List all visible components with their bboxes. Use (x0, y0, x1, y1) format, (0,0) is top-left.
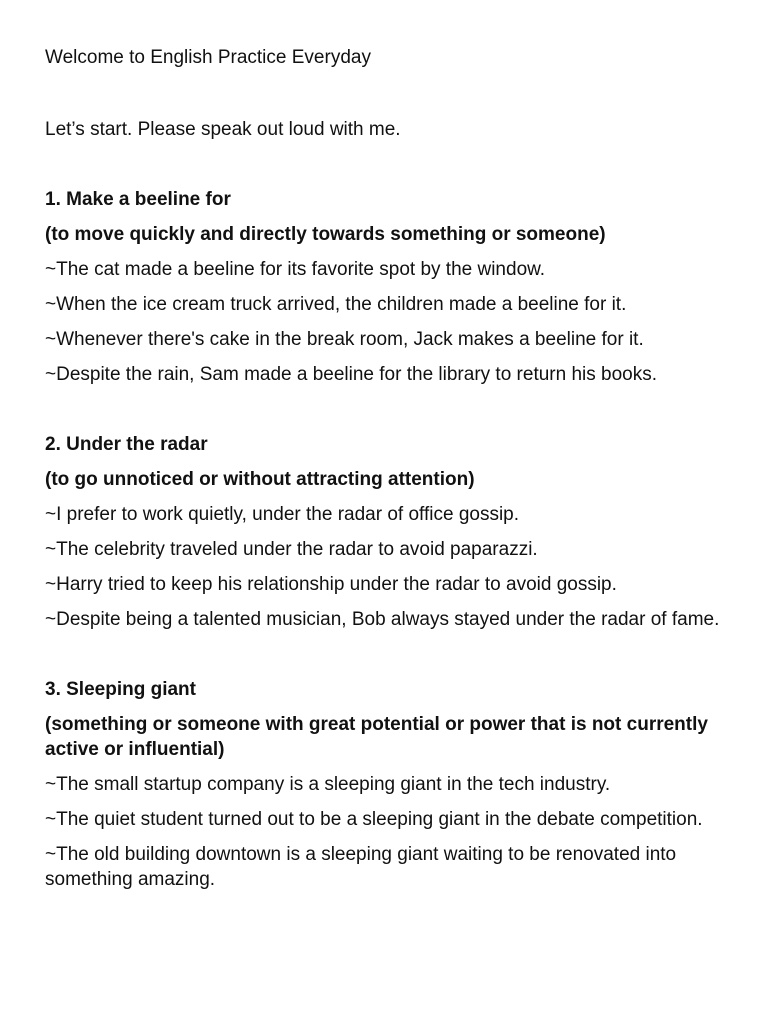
intro-text: Let’s start. Please speak out loud with me. (45, 119, 401, 140)
example-sentence: ~The small startup company is a sleeping giant in the tech industry. (45, 774, 611, 795)
idiom-heading: 3. Sleeping giant (45, 679, 196, 700)
example-sentence: ~Despite the rain, Sam made a beeline for the library to return his books. (45, 364, 658, 385)
idiom-section (45, 187, 728, 387)
example-list (45, 772, 728, 892)
example-sentence: ~Harry tried to keep his relationship under the radar to avoid gossip. (45, 574, 617, 595)
example-list (45, 257, 728, 387)
idiom-definition: (something or someone with great potential or power that is not currently active or influential) (45, 714, 708, 760)
idiom-section (45, 432, 728, 632)
example-sentence: ~The cat made a beeline for its favorite spot by the window. (45, 259, 546, 280)
example-sentence: ~The quiet student turned out to be a sleeping giant in the debate competition. (45, 809, 703, 830)
idiom-heading: 1. Make a beeline for (45, 189, 231, 210)
example-sentence: ~When the ice cream truck arrived, the children made a beeline for it. (45, 294, 627, 315)
example-sentence: ~The celebrity traveled under the radar to avoid paparazzi. (45, 539, 538, 560)
example-list (45, 502, 728, 632)
example-sentence: ~Whenever there's cake in the break room, Jack makes a beeline for it. (45, 329, 644, 350)
document-title: Welcome to English Practice Everyday (45, 47, 371, 68)
idiom-definition: (to go unnoticed or without attracting attention) (45, 469, 475, 490)
example-sentence: ~The old building downtown is a sleeping giant waiting to be renovated into something amazing. (45, 844, 677, 890)
idiom-section (45, 677, 728, 892)
example-sentence: ~I prefer to work quietly, under the radar of office gossip. (45, 504, 520, 525)
idiom-definition: (to move quickly and directly towards something or someone) (45, 224, 606, 245)
example-sentence: ~Despite being a talented musician, Bob always stayed under the radar of fame. (45, 609, 720, 630)
idiom-heading: 2. Under the radar (45, 434, 208, 455)
